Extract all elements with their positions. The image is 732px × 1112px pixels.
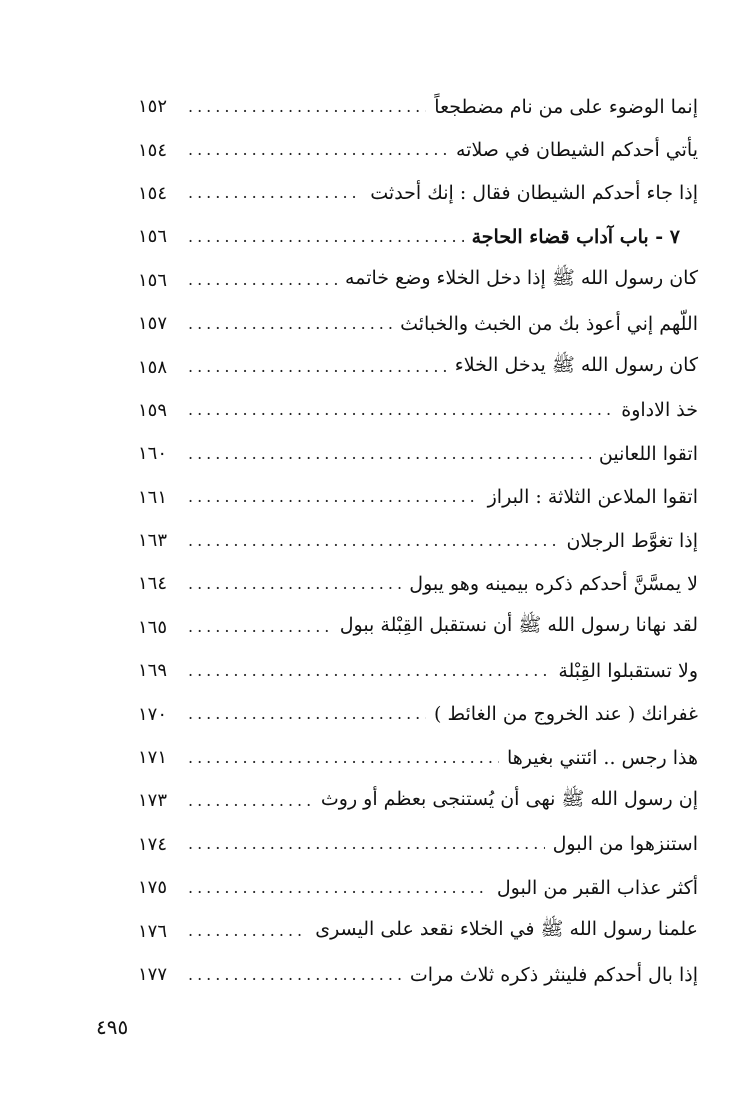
toc-entry-title: استنزهوا من البول [552, 833, 698, 856]
toc-entry-title: إنما الوضوء على من نام مضطجعاً [434, 95, 698, 118]
toc-entry [138, 823, 698, 866]
dot-leader [188, 923, 307, 939]
toc-entry-title: لا يمسَّنَّ أحدكم ذكره بيمينه وهو يبول [409, 572, 698, 595]
toc-entry-title: أكثر عذاب القبر من البول [496, 876, 698, 899]
toc-entry-title: اتقوا اللعانين [598, 442, 698, 465]
toc-entry [138, 432, 698, 475]
dot-leader [188, 272, 337, 288]
dot-leader [188, 663, 550, 679]
toc-entry [138, 779, 698, 822]
toc-entry-page: ١٧٠ [138, 703, 168, 725]
dot-leader [188, 619, 332, 635]
toc-entry-page: ١٦٣ [138, 530, 168, 552]
toc-entry-page: ١٥٩ [138, 399, 168, 421]
toc-entry [138, 259, 698, 302]
toc-entry-title: غفرانك ( عند الخروج من الغائط ) [434, 703, 698, 726]
dot-leader [188, 836, 545, 852]
toc-entry-title: اللّهم إني أعوذ بك من الخبث والخبائث [400, 312, 698, 335]
toc-entry [138, 649, 698, 692]
toc-entry-page: ١٧٥ [138, 877, 168, 899]
toc-entry-title: إن رسول الله ﷺ نهى أن يُستنجى بعظم أو روث [320, 787, 698, 810]
toc-entry [138, 736, 698, 779]
toc-entry-page: ١٧٦ [138, 920, 168, 942]
toc-entry-title: يأتي أحدكم الشيطان في صلاته [456, 139, 698, 162]
dot-leader [188, 967, 402, 983]
toc-entry-title: اتقوا الملاعن الثلاثة : البراز [487, 486, 698, 509]
dot-leader [188, 99, 426, 115]
toc-entry [138, 172, 698, 215]
toc-entry-page: ١٥٤ [138, 182, 168, 204]
toc-entry-page: ١٥٢ [138, 96, 168, 118]
toc-entry-title: لقد نهانا رسول الله ﷺ أن نستقبل القِبْلة ببول [339, 614, 698, 637]
toc-entry [138, 606, 698, 649]
dot-leader [188, 359, 447, 375]
toc-entry-title: علمنا رسول الله ﷺ في الخلاء نقعد على اليسرى [315, 918, 698, 941]
toc-entry [138, 909, 698, 952]
toc-entry [138, 692, 698, 735]
toc-entry-page: ١٥٦ [138, 226, 168, 248]
dot-leader [188, 185, 362, 201]
toc-entry-page: ١٦٩ [138, 660, 168, 682]
toc-entry-title: كان رسول الله ﷺ يدخل الخلاء [454, 354, 698, 377]
toc-entry [138, 562, 698, 605]
table-of-contents [138, 85, 698, 996]
toc-entry-title: إذا بال أحدكم فلينثر ذكره ثلاث مرات [409, 963, 698, 986]
toc-entry-page: ١٥٤ [138, 139, 168, 161]
toc-entry-title: إذا جاء أحدكم الشيطان فقال : إنك أحدثت [370, 182, 698, 205]
toc-entry [138, 953, 698, 996]
dot-leader [188, 142, 448, 158]
dot-leader [188, 489, 480, 505]
toc-entry [138, 128, 698, 171]
toc-entry-page: ١٧٤ [138, 833, 168, 855]
toc-entry-page: ١٧٧ [138, 964, 168, 985]
dot-leader [188, 750, 499, 766]
toc-entry-title: ولا تستقبلوا القِبْلة [558, 659, 698, 682]
toc-entry-title: خذ الاداوة [621, 399, 698, 422]
toc-entry-page: ١٥٦ [138, 269, 168, 291]
dot-leader [188, 533, 558, 549]
toc-entry-page: ١٦٠ [138, 443, 168, 465]
toc-entry-page: ١٥٨ [138, 356, 168, 378]
toc-entry [138, 345, 698, 388]
toc-entry-page: ١٥٧ [138, 313, 168, 335]
toc-entry-page: ١٦٥ [138, 616, 168, 638]
dot-leader [188, 446, 591, 462]
dot-leader [188, 793, 313, 809]
dot-leader [188, 402, 613, 418]
toc-entry-page: ١٧٣ [138, 790, 168, 812]
toc-entry [138, 866, 698, 909]
toc-entry-title: هذا رجس .. ائتني بغيرها [506, 746, 698, 769]
toc-entry [138, 85, 698, 128]
dot-leader [188, 229, 464, 245]
dot-leader [188, 316, 392, 332]
toc-entry [138, 302, 698, 345]
page-number: ٤٩٥ [96, 1015, 129, 1039]
toc-entry-title: كان رسول الله ﷺ إذا دخل الخلاء وضع خاتمه [345, 267, 698, 290]
toc-entry [138, 389, 698, 432]
toc-entry-page: ١٦١ [138, 486, 168, 508]
dot-leader [188, 706, 426, 722]
toc-entry [138, 519, 698, 562]
toc-entry-title: إذا تغوَّط الرجلان [566, 529, 698, 552]
toc-entry-title: ٧ - باب آداب قضاء الحاجة [471, 225, 680, 248]
toc-entry-page: ١٧١ [138, 747, 168, 769]
toc-entry-page: ١٦٤ [138, 573, 168, 595]
dot-leader [188, 576, 401, 592]
toc-entry [138, 476, 698, 519]
dot-leader [188, 880, 489, 896]
toc-section-heading [138, 215, 698, 258]
